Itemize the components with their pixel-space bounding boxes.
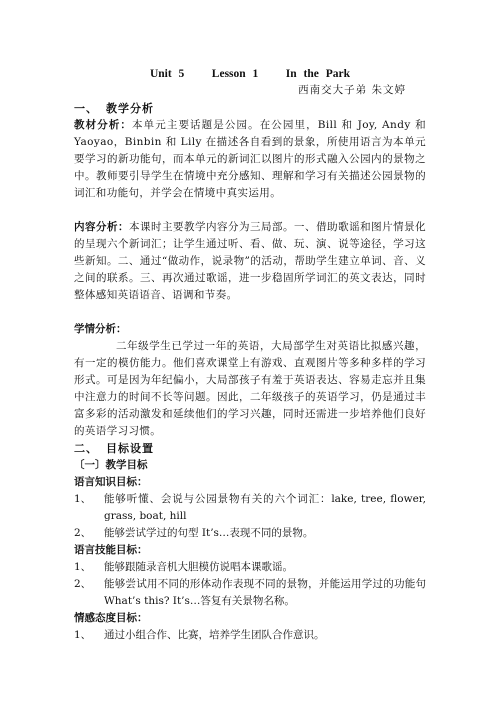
language-knowledge-heading: 语言知识目标： (74, 476, 148, 488)
list-item-number: 1、 (74, 561, 92, 573)
textbook-analysis-paragraph (74, 117, 426, 202)
language-skill-heading: 语言技能目标： (74, 544, 148, 556)
teaching-goals-heading: 〔一〕教学目标 (74, 459, 148, 471)
content-analysis-paragraph (74, 219, 426, 304)
list-item-text: 能够跟随录音机大胆模仿说唱本课歌谣。 (104, 561, 293, 573)
document-body (74, 66, 426, 644)
spacer (74, 304, 426, 321)
section-1-title: 教学分析 (106, 102, 154, 115)
list-item (74, 491, 426, 525)
section-2-heading (74, 440, 426, 457)
student-analysis-text: 二年级学生已学过一年的英语，大局部学生对英语比拟感兴趣，有一定的模仿能力。他们喜欢课堂上有游戏、直观图片等多种多样的学习形式。可是因为年纪偏小，大局部孩子有羞于英语表达、容易走忘并且集中注意力的时间不长等问题。因此，二年级孩子的英语学习，仍是通过丰富多彩的活动激发和延续他们的学习兴趣，同时还需进一步培养他们良好的英语学习习惯。 (74, 340, 426, 437)
list-item (74, 559, 426, 576)
section-1-heading (74, 100, 426, 117)
list-item-number: 2、 (74, 527, 92, 539)
student-analysis-heading: 学情分析： (74, 323, 127, 335)
list-item-text: 能够听懂、会说与公园景物有关的六个词汇：lake, tree, flower, grass, boat, hill (104, 493, 426, 522)
document-author: 西南交大子弟 朱文婷 (298, 84, 406, 96)
textbook-analysis-text: 本单元主要话题是公园。在公园里，Bill 和 Joy, Andy 和 Yaoyao，Binbin 和 Lily 在描述各自看到的景象，所使用语言为本单元要学习的新功能句，而本单元的新词汇以图片的形式融入公园内的景物之中。教师要引导学生在情境中充分感知、理解和学习有关描述公园景物的词汇和功能句，并学会在情境中真实运用。 (74, 119, 426, 199)
document-title: Unit 5 Lesson 1 In the Park (149, 68, 351, 80)
list-item-text: 能够尝试学过的句型 It’s…表现不同的景物。 (104, 527, 314, 539)
section-2-title: 目标设置 (106, 442, 154, 455)
content-analysis-lead: 内容分析： (74, 221, 130, 233)
content-analysis-text: 本课时主要教学内容分为三局部。一、借助歌谣和图片情景化的呈现六个新词汇；让学生通过听、看、做、玩、演、说等途径，学习这些新知。二、通过“做动作，说录物”的活动，帮助学生建立单词、音、义之间的联系。三、再次通过歌谣，进一步稳固所学词汇的英文表达，同时整体感知英语语音、语调和节奏。 (74, 221, 426, 301)
spacer (74, 202, 426, 219)
section-2-number: 二、 (74, 442, 98, 455)
list-item-text: 能够尝试用不同的形体动作表现不同的景物，并能运用学过的功能句 What’s this? It’s…答复有关景物名称。 (104, 578, 426, 607)
textbook-analysis-lead: 教材分析： (74, 119, 133, 131)
list-item-number: 1、 (74, 493, 92, 505)
list-item-text: 通过小组合作、比赛，培养学生团队合作意识。 (104, 629, 325, 641)
list-item-number: 1、 (74, 629, 92, 641)
list-item (74, 576, 426, 610)
list-item (74, 627, 426, 644)
list-item (74, 525, 426, 542)
section-1-number: 一、 (74, 102, 98, 115)
emotion-attitude-heading: 情感态度目标： (74, 612, 148, 624)
list-item-number: 2、 (74, 578, 92, 590)
